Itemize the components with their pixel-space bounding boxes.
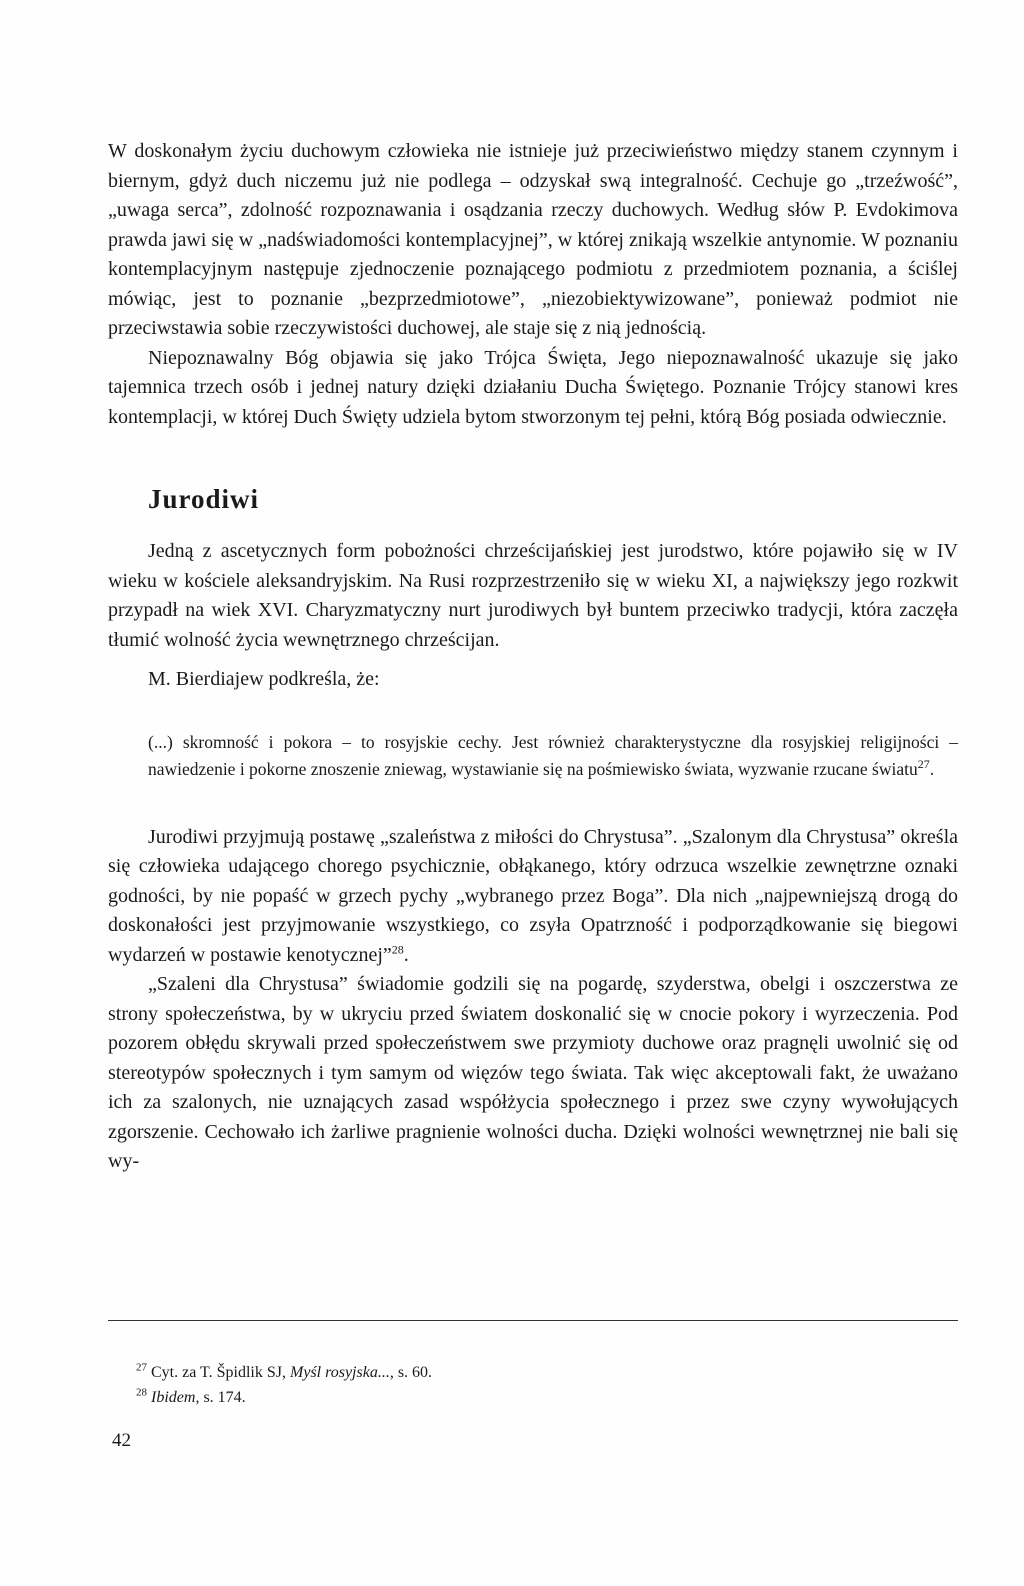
- footnote-text: , s. 60.: [389, 1364, 433, 1381]
- footnote-title: Ibidem: [151, 1389, 196, 1406]
- footnote-number: 27: [136, 1361, 147, 1374]
- paragraph: W doskonałym życiu duchowym człowieka nie istnieje już przeciwieństwo między stanem czynnym i biernym, gdyż duch niczemu już nie podlega – odzyskał swą integralność. Cechuje go „trzeźwość”, „uwaga serca”, zdolność rozpoznawania i osądzania rzeczy duchowych. Według słów P. Evdokimova prawda jawi się w „nadświadomości kontemplacyjnej”, w której znikają wszelkie antynomie. W poznaniu kontemplacyjnym następuje zjednoczenie poznającego podmiotu z przedmiotem poznania, a ściślej mówiąc, jest to poznanie „bezprzedmiotowe”, „niezobiektywizowane”, ponieważ podmiot nie przeciwstawia sobie rzeczywistości duchowej, ale staje się z nią jednością.: [108, 140, 958, 339]
- footnote-text: Cyt. za T. Špidlik SJ,: [151, 1364, 290, 1381]
- block-quote: [148, 729, 958, 783]
- paragraph: Niepoznawalny Bóg objawia się jako Trójca Święta, Jego niepoznawalność ukazuje się jako tajemnica trzech osób i jednej natury dzięki działaniu Ducha Świętego. Poznanie Trójcy stanowi kres kontemplacji, w której Duch Święty udziela bytom stworzonym tej pełni, którą Bóg posiada odwiecznie.: [108, 346, 958, 428]
- section-heading: Jurodiwi: [148, 484, 260, 514]
- footnote-number: 28: [136, 1386, 147, 1399]
- page-body: [108, 137, 958, 1177]
- footnotes: [136, 1360, 432, 1410]
- paragraph-text: Jurodiwi przyjmują postawę „szaleństwa z miłości do Chrystusa”. „Szalonym dla Chrystusa” określa się człowieka udającego chorego psychicznie, obłąkanego, który odrzuca wszelkie zewnętrzne oznaki godności, by nie popaść w grzech pychy „wybranego przez Boga”. Dla nich „najpewniejszą drogą do doskonałości jest przyjmowanie wszystkiego, co zsyła Opatrzność i podporządkowanie się biegowi wydarzeń w postawie kenotycznej”: [108, 825, 958, 966]
- quote-end: .: [929, 758, 935, 779]
- footnote: [136, 1360, 432, 1385]
- paragraph: [108, 823, 958, 971]
- footnote-title: Myśl rosyjska...: [289, 1364, 390, 1381]
- footnote-text: , s. 174.: [195, 1389, 246, 1406]
- paragraph: „Szaleni dla Chrystusa” świadomie godzili się na pogardę, szyderstwa, obelgi i oszczerstwa ze strony społeczeństwa, by w ukryciu przed światem doskonalić się w cnocie pokory i wyrzeczenia. Pod pozorem obłędu skrywali przed społeczeństwem swe przymioty duchowe oraz pragnęli uwolnić się od stereotypów społecznych i tym samym od więzów tego świata. Tak więc akceptowali fakt, że uważano ich za szalonych, nie uznających zasad współżycia społecznego i przez swe czyny wywołujących zgorszenie. Cechowało ich żarliwe pragnienie wolności ducha. Dzięki wolności wewnętrznej nie bali się wy-: [108, 973, 958, 1172]
- paragraph: Jedną z ascetycznych form pobożności chrześcijańskiej jest jurodstwo, które pojawiło się w IV wieku w kościele aleksandryjskim. Na Rusi rozprzestrzeniło się w wieku XI, a największy jego rozkwit przypadł na wiek XVI. Charyzmatyczny nurt jurodiwych był buntem przeciwko tradycji, która zaczęła tłumić wolność życia wewnętrznego chrześcijan.: [108, 540, 958, 651]
- paragraph: M. Bierdiajew podkreśla, że:: [148, 668, 380, 690]
- footnote: [136, 1385, 432, 1410]
- footnote-ref: 27: [917, 756, 930, 771]
- paragraph-end: .: [403, 943, 409, 966]
- footnote-divider: [108, 1320, 958, 1321]
- quote-text: (...) skromność i pokora – to rosyjskie cechy. Jest również charakterystyczne dla rosyjskiej religijności – nawiedzenie i pokorne znoszenie zniewag, wystawianie się na pośmiewisko świata, wyzwanie rzucane światu: [148, 731, 958, 779]
- footnote-ref: 28: [391, 941, 404, 956]
- page-number: 42: [112, 1430, 131, 1451]
